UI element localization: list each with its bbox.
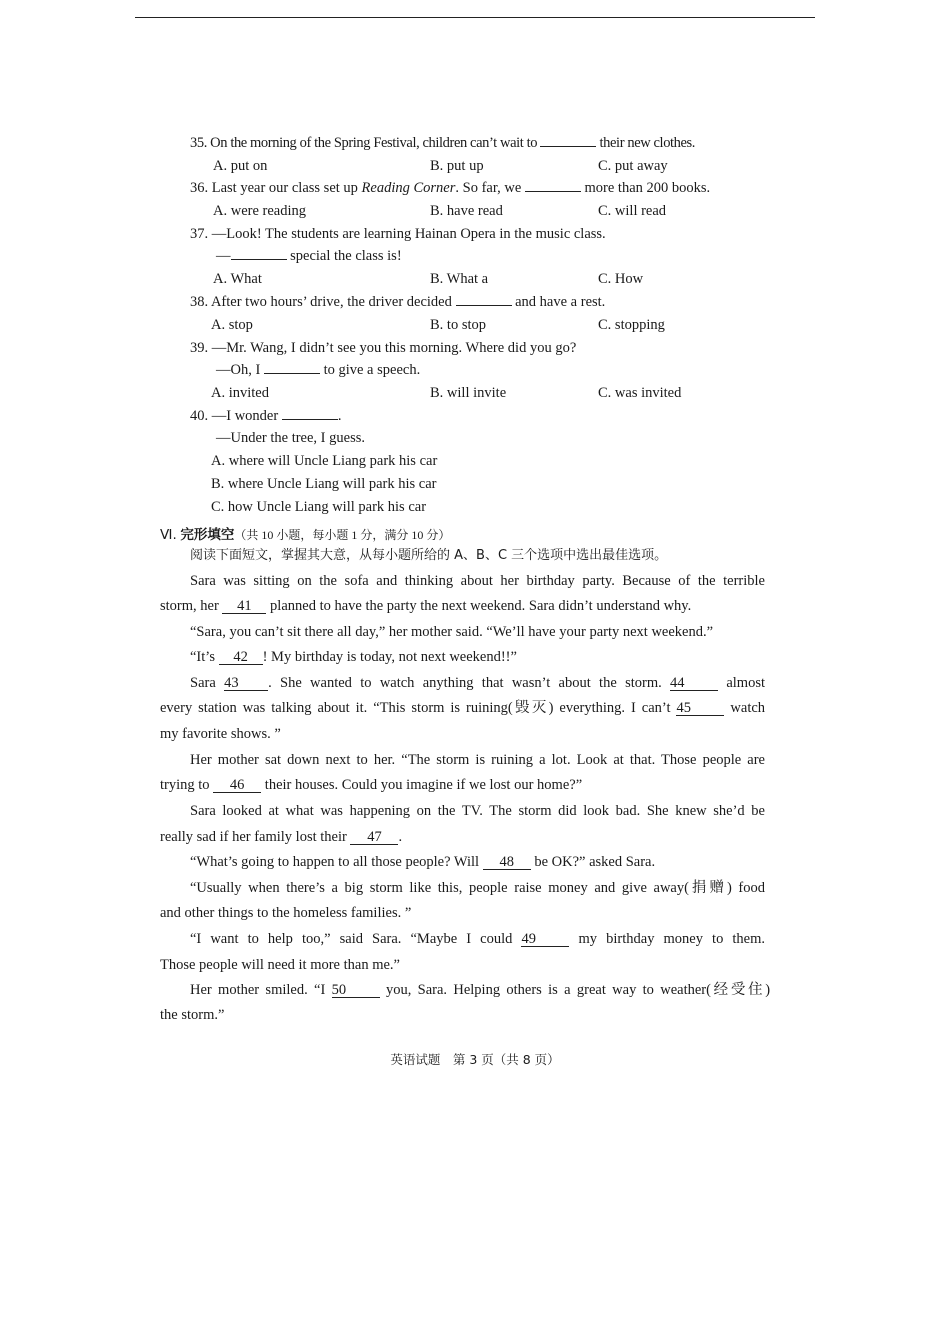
- blank-43: 43: [224, 676, 268, 691]
- passage-line: [190, 930, 765, 948]
- passage-line: “Sara, you can’t sit there all day,” her mother said. “We’ll have your party next weekend.”: [190, 624, 714, 640]
- option-a: A. invited: [211, 385, 269, 401]
- answer-blank: [525, 179, 581, 192]
- question-stem: After two hours’ drive, the driver decided: [210, 294, 452, 310]
- passage-line: the storm.”: [160, 1007, 225, 1023]
- question-stem-end: their new clothes.: [599, 135, 696, 151]
- passage-line: Sara looked at what was happening on the TV. The storm did look bad. She knew she’d be: [190, 803, 765, 819]
- question-stem: —I wonder: [211, 408, 279, 424]
- question-number: 35.: [190, 135, 207, 151]
- reply-text: —Oh, I: [216, 362, 261, 378]
- question-39: [190, 339, 576, 357]
- question-37-reply: [216, 247, 402, 265]
- option-c: C. How: [598, 271, 644, 287]
- section-title: 完形填空: [180, 527, 235, 543]
- option-b: B. where Uncle Liang will park his car: [211, 476, 437, 492]
- passage-line: [160, 828, 402, 846]
- question-stem-end: and have a rest.: [515, 294, 606, 310]
- text: watch: [730, 700, 766, 716]
- blank-44: 44: [670, 676, 718, 691]
- passage-line: Her mother sat down next to her. “The storm is ruining a lot. Look at that. Those people are: [190, 752, 765, 768]
- italic-title: Reading Corner: [361, 180, 456, 196]
- text: . She wanted to watch anything that wasn’t about the storm.: [268, 675, 662, 691]
- option-c: C. stopping: [598, 317, 665, 333]
- question-number: 37.: [190, 226, 209, 242]
- passage-line: [190, 648, 517, 666]
- question-number: 38.: [190, 294, 209, 310]
- text: my birthday money to them.: [578, 931, 766, 947]
- page-footer: 英语试题 第 3 页（共 8 页）: [390, 1052, 560, 1067]
- question-39-reply: [216, 361, 420, 379]
- option-c: C. will read: [598, 203, 667, 219]
- text: you, Sara. Helping others is a great way to weather(经受住): [385, 982, 771, 998]
- reply-text: special the class is!: [290, 248, 402, 264]
- section-instruction: 阅读下面短文，掌握其大意，从每小题所给的 A、B、C 三个选项中选出最佳选项。: [190, 548, 668, 563]
- text: “What’s going to happen to all those people? Will: [190, 854, 480, 870]
- text: every station was talking about it. “This storm is ruining(毁灭) everything. I can’t: [160, 700, 671, 716]
- passage-line: [160, 699, 765, 717]
- passage-line: [190, 853, 655, 871]
- question-stem-end: more than 200 books.: [584, 180, 711, 196]
- blank-42: 42: [219, 650, 263, 665]
- section-note: （共 10 小题，每小题 1 分，满分 10 分）: [234, 528, 451, 542]
- text: be OK?” asked Sara.: [534, 854, 656, 870]
- text: Sara: [190, 675, 216, 691]
- option-b: B. What a: [430, 271, 489, 287]
- option-a: A. were reading: [213, 203, 306, 219]
- question-number: 40.: [190, 408, 209, 424]
- answer-blank: [264, 361, 320, 374]
- question-36: [190, 179, 710, 197]
- question-stem: On the morning of the Spring Festival, children can’t wait to: [210, 135, 538, 151]
- text: “I want to help too,” said Sara. “Maybe I could: [190, 931, 513, 947]
- answer-blank: [540, 134, 596, 147]
- text: their houses. Could you imagine if we lost our home?”: [264, 777, 583, 793]
- blank-47: 47: [350, 830, 398, 845]
- option-b: B. have read: [430, 203, 503, 219]
- text: planned to have the party the next weekend. Sara didn’t understand why.: [270, 598, 692, 614]
- dash: —: [216, 248, 231, 264]
- option-c: C. put away: [598, 158, 668, 174]
- option-c: C. how Uncle Liang will park his car: [211, 499, 427, 515]
- passage-line: and other things to the homeless families. ”: [160, 905, 412, 921]
- question-stem-mid: . So far, we: [455, 180, 522, 196]
- question-38: [190, 293, 605, 311]
- option-c: C. was invited: [598, 385, 682, 401]
- text: “It’s: [190, 649, 215, 665]
- option-a: A. stop: [211, 317, 253, 333]
- text: almost: [726, 675, 766, 691]
- option-a: A. where will Uncle Liang park his car: [211, 453, 438, 469]
- passage-line: [190, 674, 765, 692]
- passage-line: Sara was sitting on the sofa and thinking about her birthday party. Because of the terrible: [190, 573, 765, 589]
- blank-49: 49: [521, 932, 569, 947]
- question-35: [190, 134, 695, 152]
- option-b: B. put up: [430, 158, 484, 174]
- text: really sad if her family lost their: [160, 829, 347, 845]
- blank-41: 41: [222, 599, 266, 614]
- blank-50: 50: [332, 983, 380, 998]
- question-stem-end: .: [337, 408, 342, 424]
- answer-blank: [231, 247, 287, 260]
- option-b: B. to stop: [430, 317, 486, 333]
- answer-blank: [456, 293, 512, 306]
- text: .: [398, 829, 403, 845]
- text: ! My birthday is today, not next weekend!!”: [262, 649, 517, 665]
- question-40-reply: —Under the tree, I guess.: [216, 430, 365, 446]
- section-number: Ⅵ.: [160, 527, 177, 543]
- passage-line: “Usually when there’s a big storm like this, people raise money and give away(捐赠) food: [190, 880, 765, 896]
- text: trying to: [160, 777, 210, 793]
- question-40: [190, 407, 341, 425]
- passage-line: [160, 597, 691, 615]
- question-stem: Last year our class set up: [211, 180, 362, 196]
- blank-48: 48: [483, 855, 531, 870]
- passage-line: my favorite shows. ”: [160, 726, 281, 742]
- answer-blank: [282, 407, 338, 420]
- question-37: [190, 225, 606, 243]
- text: Her mother smiled. “I: [190, 982, 326, 998]
- question-number: 36.: [190, 180, 209, 196]
- blank-45: 45: [676, 701, 724, 716]
- header-rule: [135, 17, 815, 18]
- question-number: 39.: [190, 340, 209, 356]
- section-heading: [160, 526, 450, 544]
- passage-line: Those people will need it more than me.”: [160, 957, 400, 973]
- option-a: A. What: [213, 271, 262, 287]
- text: storm, her: [160, 598, 219, 614]
- question-stem: —Mr. Wang, I didn’t see you this morning. Where did you go?: [211, 340, 577, 356]
- passage-line: [160, 776, 582, 794]
- reply-text-end: to give a speech.: [323, 362, 421, 378]
- option-a: A. put on: [213, 158, 268, 174]
- question-stem: —Look! The students are learning Hainan Opera in the music class.: [211, 226, 606, 242]
- option-b: B. will invite: [430, 385, 507, 401]
- blank-46: 46: [213, 778, 261, 793]
- passage-line: [190, 981, 770, 999]
